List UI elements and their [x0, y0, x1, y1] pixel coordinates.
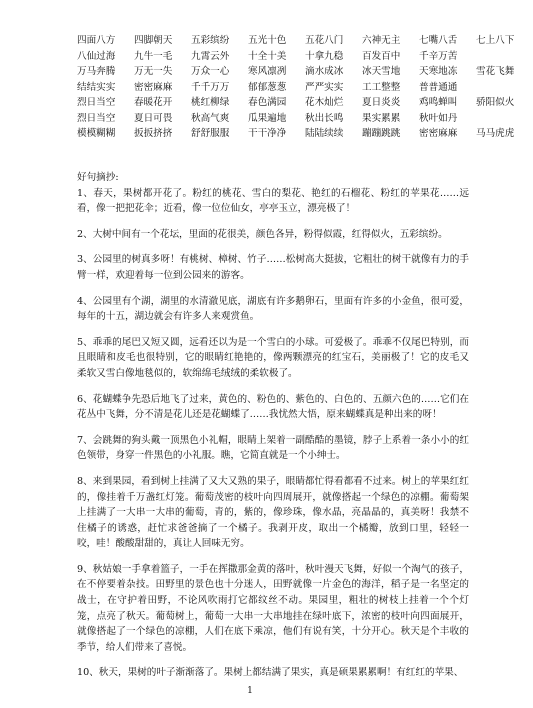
- sentence-section: [77, 170, 469, 691]
- idiom: 瓜果遍地: [248, 112, 287, 124]
- idiom: 果实累累: [362, 112, 401, 124]
- section-heading: 好句摘抄:: [77, 172, 119, 183]
- idiom: 九霄云外: [191, 50, 230, 62]
- paragraph: 3、公园里的树真多呀！有桃树、樟树、竹子……松树高大挺拔，它粗壮的树干就像有力的手臂一样，欢迎着每一位到公园来的游客。: [77, 254, 469, 281]
- idiom: 结结实实: [77, 81, 116, 93]
- idiom: 密密麻麻: [419, 128, 458, 139]
- idiom: 舒舒服服: [191, 128, 230, 139]
- idiom: 寒风凛冽: [248, 66, 287, 77]
- idiom-row: [77, 126, 515, 142]
- idiom: 夏日可畏: [134, 112, 173, 124]
- idiom: 秋叶如丹: [419, 112, 458, 124]
- paragraph: 7、会跳舞的狗头戴一顶黑色小礼帽，眼睛上架着一副酷酷的墨镜，脖子上系着一条小小的红色领带，身穿一件黑色的小礼服。瞧，它简直就是一个小绅士。: [77, 434, 469, 462]
- idiom: 陆陆续续: [305, 128, 344, 139]
- paragraph: 5、乖乖的尾巴又短又圆，远看还以为是一个雪白的小球。可爱极了。乖乖不仅尾巴特别，而且眼睛和皮毛也很特别，它的眼睛红艳艳的，像两颗漂亮的红宝石，美丽极了！它的皮毛又柔软又雪白像地毯似的，软绵绵毛绒绒的柔软极了。: [77, 336, 469, 379]
- idiom: 干干净净: [248, 128, 287, 139]
- idiom: 十拿九稳: [305, 50, 344, 62]
- idiom: 万马奔腾: [77, 66, 116, 77]
- idiom: 郁郁葱葱: [248, 81, 287, 93]
- idiom: 花木灿烂: [305, 97, 344, 108]
- idiom: 严严实实: [305, 81, 344, 93]
- idiom: 春暖花开: [134, 97, 173, 108]
- idiom: 九牛一毛: [134, 50, 173, 62]
- paragraph: 10、秋天，果树的叶子渐渐落了。果树上都结满了果实，真是硕果累累啊！有红红的苹果、: [77, 667, 464, 679]
- idiom: 秋高气爽: [191, 112, 230, 124]
- idiom-list: [77, 33, 515, 142]
- idiom-row: [77, 111, 477, 127]
- idiom: 骄阳似火: [476, 97, 515, 108]
- idiom: 工工整整: [362, 81, 401, 93]
- idiom: 十全十美: [248, 50, 287, 62]
- idiom: 春色满园: [248, 97, 287, 108]
- idiom: 五光十色: [248, 35, 287, 46]
- idiom: 百发百中: [362, 50, 401, 62]
- idiom: 万众一心: [191, 66, 230, 77]
- idiom: 四面八方: [77, 35, 116, 46]
- idiom: 蹦蹦跳跳: [362, 128, 401, 139]
- idiom: 雪花飞舞: [476, 66, 515, 77]
- paragraph: 2、大树中间有一个花坛，里面的花很美，颜色各异，粉得似霞，红得似火，五彩缤纷。: [77, 228, 448, 240]
- idiom: 八仙过海: [77, 50, 116, 62]
- paragraph: 4、公园里有个湖，湖里的水清澈见底，湖底有许多鹅卵石，里面有许多的小金鱼，很可爱，每年的十五，湖边就会有许多人来观赏鱼。: [77, 295, 469, 323]
- paragraph: 9、秋姑娘一手拿着篮子，一手在挥撒那金黄的落叶，秋叶漫天飞舞，好似一个淘气的孩子，在不停要着杂技。田野里的景色也十分迷人，田野就像一片金色的海洋，稻子是一名坚定的战士，在守护着田野，不论风吹雨打它都纹丝不动。果园里，粗壮的树枝上挂着一个个灯笼，点亮了秋天。葡萄树上，葡萄一大串一大串地挂在绿叶底下，浓密的枝叶向四面展开，就像搭起了一个绿色的凉棚，人们在底下乘凉，他们有说有笑，十分开心。秋天是个丰收的季节，给人们带来了喜悦。: [77, 563, 469, 653]
- idiom-row: [77, 95, 515, 111]
- idiom: 烈日当空: [77, 112, 116, 124]
- idiom: 滴水成冰: [305, 66, 344, 77]
- idiom: 秋出长鸣: [305, 112, 344, 124]
- idiom: 鸡鸣蝉叫: [419, 97, 458, 108]
- idiom-row: [77, 49, 477, 65]
- idiom: 冰天雪地: [362, 66, 401, 77]
- paragraph: 1、春天，果树都开花了。粉红的桃花、雪白的梨花、艳红的石榴花、粉红的苹果花……远看，像一把把花伞；近看，像一位位仙女，亭亭玉立，漂亮极了！: [77, 187, 469, 215]
- idiom: 密密麻麻: [134, 81, 173, 93]
- idiom: 扳扳挤挤: [134, 128, 173, 139]
- idiom-row: [77, 80, 477, 96]
- idiom: 七嘴八舌: [419, 35, 458, 46]
- idiom: 天寒地冻: [419, 66, 458, 77]
- idiom: 普普通通: [419, 81, 458, 93]
- idiom: 五花八门: [305, 35, 344, 46]
- idiom: 万无一失: [134, 66, 173, 77]
- idiom-row: [77, 64, 515, 80]
- idiom: 千千万万: [191, 81, 230, 93]
- idiom: 六神无主: [362, 35, 401, 46]
- idiom-row: [77, 33, 515, 49]
- paragraph: 6、花蝴蝶争先恐后地飞了过来，黄色的、粉色的、紫色的、白色的、五颜六色的……它们在花丛中飞舞，分不清是花儿还是花蝴蝶了……我忧然大悟，原来蝴蝶真是种出来的呀！: [77, 393, 469, 421]
- idiom: 烈日当空: [77, 97, 116, 108]
- idiom: 千辛万苦: [419, 50, 458, 62]
- idiom: 模模糊糊: [77, 128, 116, 139]
- idiom: 马马虎虎: [476, 128, 515, 139]
- paragraph-list: [77, 186, 469, 681]
- idiom: 五彩缤纷: [191, 35, 230, 46]
- idiom: 桃红柳绿: [191, 97, 230, 108]
- idiom: 夏日炎炎: [362, 97, 401, 108]
- idiom: 四脚朝天: [134, 35, 173, 46]
- page-number: 1: [247, 686, 253, 696]
- idiom: 七上八下: [476, 35, 515, 46]
- paragraph: 8、来到果园，看到树上挂满了又大又熟的果子，眼睛都忙得看都看不过来。树上的苹果红红的，像挂着千万盏红灯笼。葡萄茂密的枝叶向四周展开，就像搭起一个绿色的凉棚。葡萄架上挂满了一大串一大串的葡萄，青的，紫的，像珍珠，像水晶，亮晶晶的，真美呀！我禁不住橘子的诱惑，赶忙求爸爸摘了一个橘子。我剥开皮，取出一个橘瓣，放到口里，轻轻一咬，哇！酸酸甜甜的，真让人回味无穷。: [77, 475, 469, 550]
